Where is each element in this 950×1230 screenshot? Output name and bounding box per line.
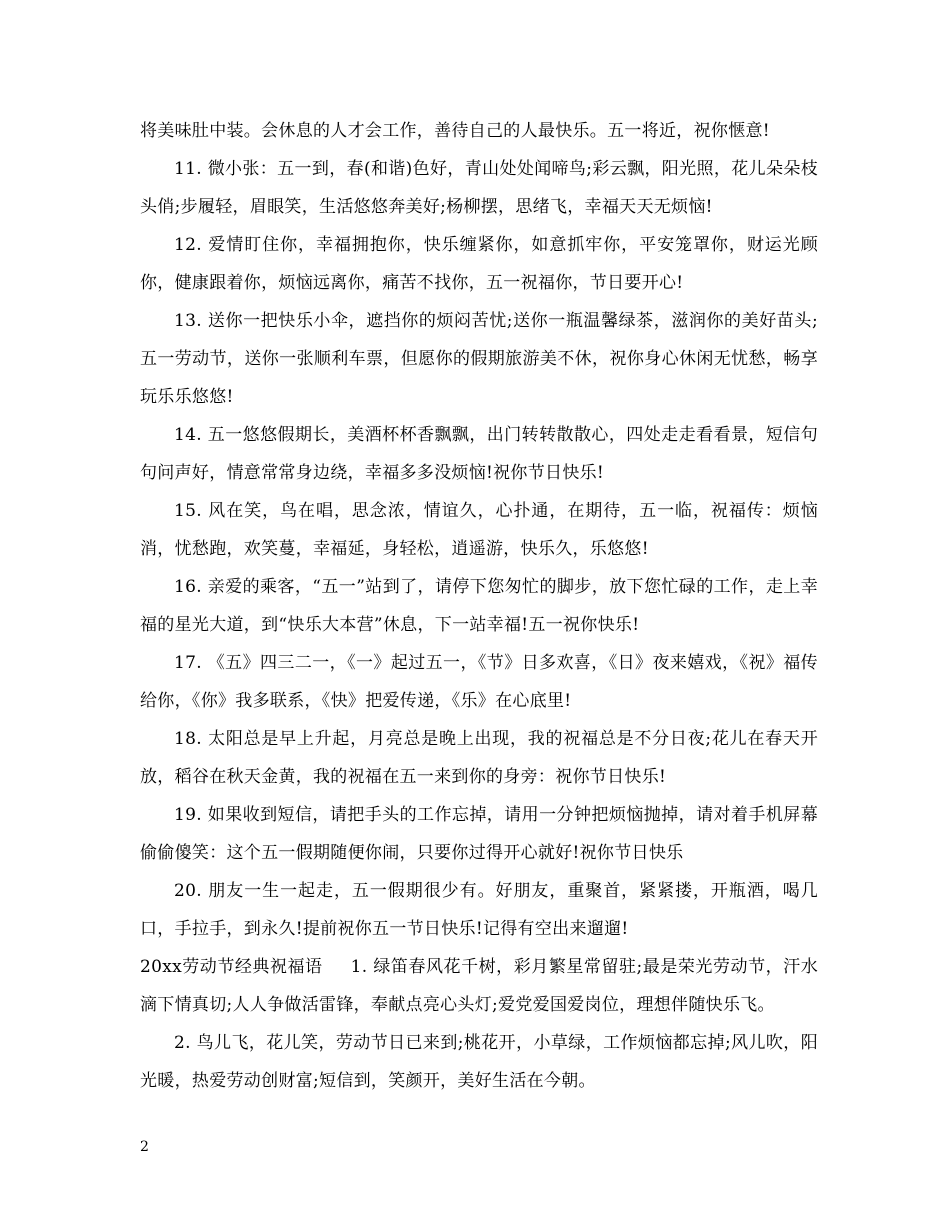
paragraph-item-16: 16. 亲爱的乘客，“五一”站到了，请停下您匆忙的脚步，放下您忙碌的工作，走上幸福的星光大道，到“快乐大本营”休息，下一站幸福!五一祝你快乐! [140,577,818,635]
paragraph-item-11: 11. 微小张：五一到，春(和谐)色好，青山处处闻啼鸟;彩云飘，阳光照，花儿朵朵枝头俏;步履轻，眉眼笑，生活悠悠奔美好;杨柳摆，思绪飞，幸福天天无烦恼! [140,159,818,217]
page-number: 2 [140,1139,149,1155]
paragraph-continuation: 将美味肚中装。会休息的人才会工作，善待自己的人最快乐。五一将近，祝你惬意! [140,121,770,141]
section-item-2: 2. 鸟儿飞，花儿笑，劳动节日已来到;桃花开，小草绿，工作烦恼都忘掉;风儿吹，阳光暖，热爱劳动创财富;短信到，笑颜开，美好生活在今朝。 [140,1033,818,1091]
paragraph-item-14: 14. 五一悠悠假期长，美酒杯杯香飘飘，出门转转散散心，四处走走看看景，短信句句问声好，情意常常身边绕，幸福多多没烦恼!祝你节日快乐! [140,425,818,483]
document-body [140,112,818,1100]
paragraph-item-12: 12. 爱情盯住你，幸福拥抱你，快乐缠紧你，如意抓牢你，平安笼罩你，财运光顾你，健康跟着你，烦恼远离你，痛苦不找你，五一祝福你，节日要开心! [140,235,818,293]
paragraph-item-19: 19. 如果收到短信，请把手头的工作忘掉，请用一分钟把烦恼抛掉，请对着手机屏幕偷偷傻笑：这个五一假期随便你闹，只要你过得开心就好!祝你节日快乐 [140,805,818,863]
section-paragraph [140,948,818,1024]
paragraph-item-20: 20. 朋友一生一起走，五一假期很少有。好朋友，重聚首，紧紧搂，开瓶酒，喝几口，手拉手，到永久!提前祝你五一节日快乐!记得有空出来遛遛! [140,881,818,939]
paragraph-item-13: 13. 送你一把快乐小伞，遮挡你的烦闷苦忧;送你一瓶温馨绿茶，滋润你的美好苗头;五一劳动节，送你一张顺利车票，但愿你的假期旅游美不休，祝你身心休闲无忧愁，畅享玩乐乐悠悠! [140,311,818,407]
paragraph-item-15: 15. 风在笑，鸟在唱，思念浓，情谊久，心扑通，在期待，五一临，祝福传：烦恼消，忧愁跑，欢笑蔓，幸福延，身轻松，逍遥游，快乐久，乐悠悠! [140,501,818,559]
paragraph-item-18: 18. 太阳总是早上升起，月亮总是晚上出现，我的祝福总是不分日夜;花儿在春天开放，稻谷在秋天金黄，我的祝福在五一来到你的身旁：祝你节日快乐! [140,729,818,787]
paragraph-item-17: 17. 《五》四三二一，《一》起过五一，《节》日多欢喜，《日》夜来嬉戏，《祝》福传给你，《你》我多联系，《快》把爱传递，《乐》在心底里! [140,653,818,711]
section-item-1: 1. 绿笛春风花千树，彩月繁星常留驻;最是荣光劳动节，汗水滴下情真切;人人争做活雷锋，奉献点亮心头灯;爱党爱国爱岗位，理想伴随快乐飞。 [140,957,818,1015]
section-heading: 20xx劳动节经典祝福语 [140,957,323,977]
